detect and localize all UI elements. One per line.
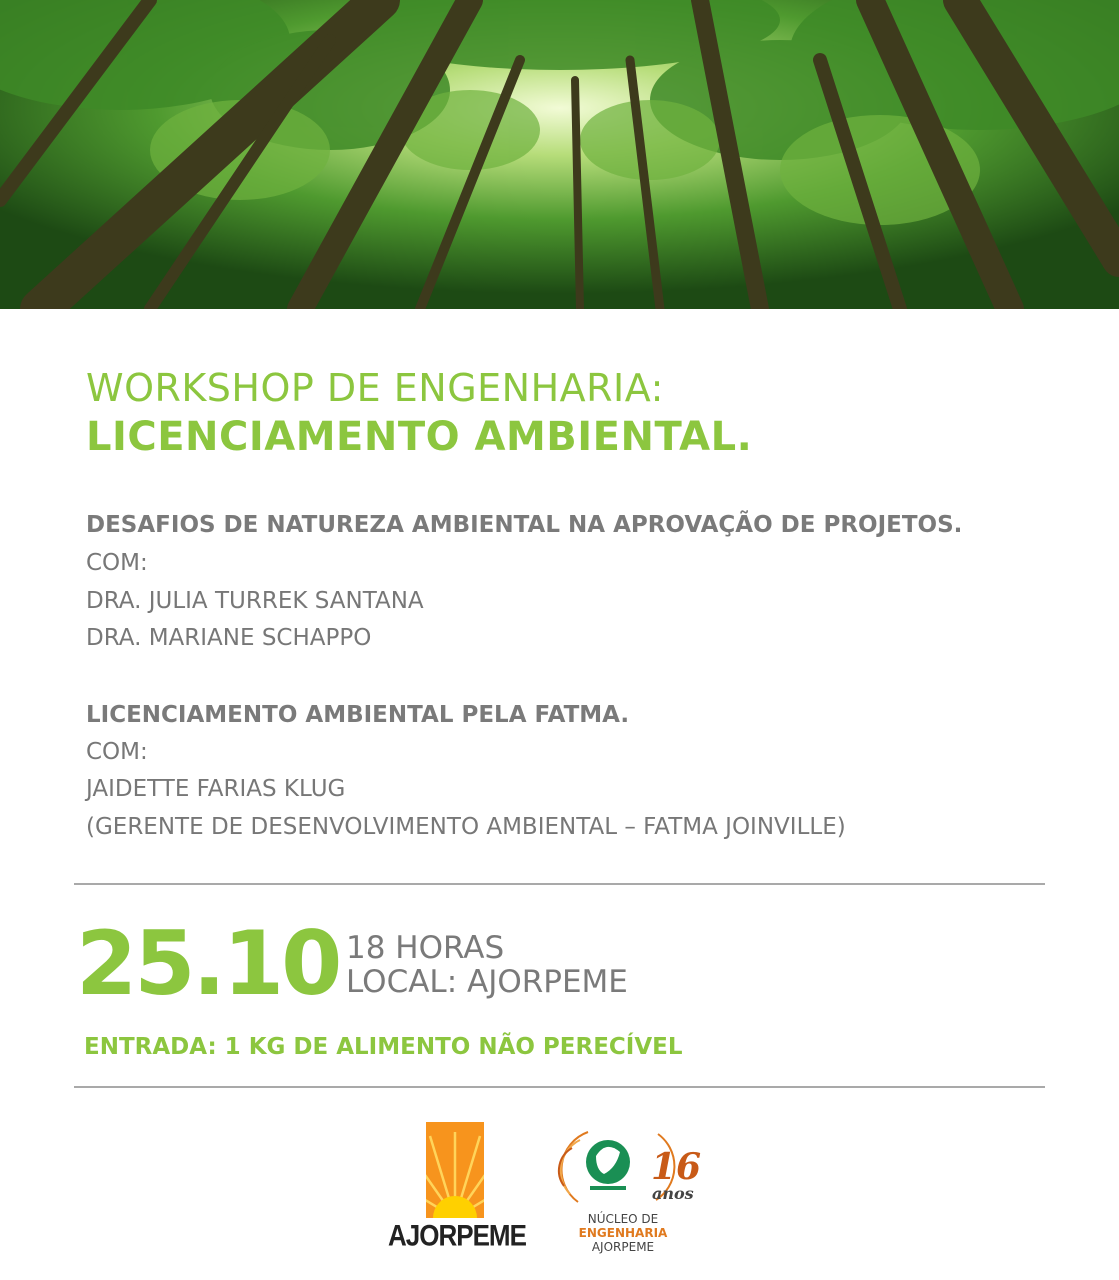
- nucleo-line-2: ENGENHARIA: [578, 1226, 668, 1240]
- event-location: LOCAL: AJORPEME: [346, 964, 628, 1000]
- ajorpeme-sun-logo: [388, 1120, 526, 1253]
- talk-1-speaker-2: DRA. MARIANE SCHAPPO: [86, 625, 372, 651]
- divider-bottom: [74, 1086, 1045, 1088]
- forest-canopy-image: [0, 0, 1119, 309]
- nucleo-engenharia-logo: [548, 1122, 702, 1254]
- nucleo-anos: anos: [652, 1184, 694, 1203]
- talk-1-with-label: COM:: [86, 550, 148, 576]
- nucleo-line-1: NÚCLEO DE: [587, 1212, 659, 1226]
- talk-1-speaker-1: DRA. JULIA TURREK SANTANA: [86, 588, 424, 614]
- event-date: 25.10: [76, 912, 340, 1015]
- divider-top: [74, 883, 1045, 885]
- event-title: WORKSHOP DE ENGENHARIA:: [86, 366, 664, 410]
- talk-1-title: DESAFIOS DE NATUREZA AMBIENTAL NA APROVAÇÃO DE PROJETOS.: [86, 512, 963, 538]
- talk-2-title: LICENCIAMENTO AMBIENTAL PELA FATMA.: [86, 702, 630, 728]
- talk-2-with-label: COM:: [86, 739, 148, 765]
- event-time: 18 HORAS: [346, 930, 505, 966]
- nucleo-years: 16: [651, 1146, 702, 1188]
- talk-2-speaker-role: (GERENTE DE DESENVOLVIMENTO AMBIENTAL – FATMA JOINVILLE): [86, 814, 846, 840]
- talk-2-speaker-1: JAIDETTE FARIAS KLUG: [86, 776, 346, 802]
- event-subtitle: LICENCIAMENTO AMBIENTAL.: [86, 414, 753, 460]
- entrance-fee: ENTRADA: 1 KG DE ALIMENTO NÃO PERECÍVEL: [84, 1034, 683, 1060]
- nucleo-line-3: AJORPEME: [591, 1240, 655, 1254]
- ajorpeme-wordmark: AJORPEME: [388, 1217, 526, 1253]
